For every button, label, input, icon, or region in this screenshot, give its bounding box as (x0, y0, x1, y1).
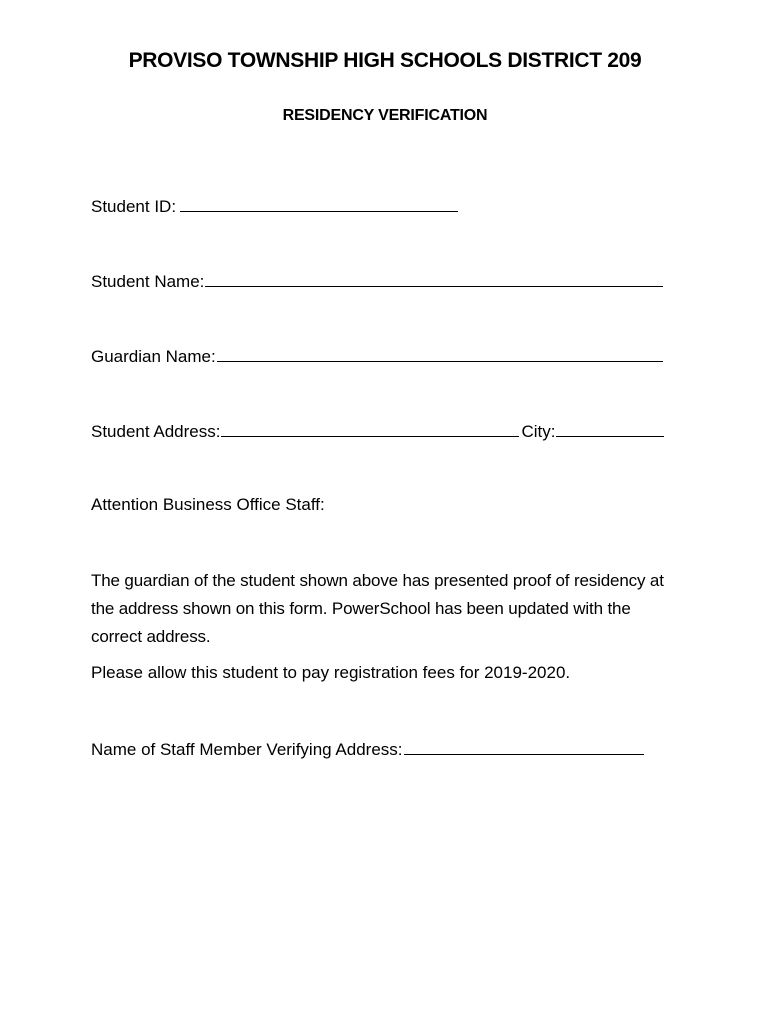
student-id-field[interactable] (180, 195, 458, 212)
guardian-name-field[interactable] (217, 345, 663, 362)
staff-verifier-label: Name of Staff Member Verifying Address: (91, 740, 403, 759)
staff-verifier-field[interactable] (404, 738, 644, 755)
attention-line: Attention Business Office Staff: (91, 495, 325, 514)
district-title: PROVISO TOWNSHIP HIGH SCHOOLS DISTRICT 209 (128, 49, 642, 72)
form-subtitle: RESIDENCY VERIFICATION (282, 107, 488, 124)
student-name-row (91, 270, 663, 292)
student-address-row (91, 420, 664, 442)
student-address-field[interactable] (221, 420, 519, 437)
guardian-name-label: Guardian Name: (91, 347, 216, 366)
guardian-name-row (91, 345, 663, 367)
student-id-row (91, 195, 458, 217)
city-field[interactable] (556, 420, 664, 437)
student-id-label: Student ID: (91, 197, 177, 216)
staff-verifier-row (91, 738, 644, 760)
student-address-label: Student Address: (91, 422, 221, 441)
student-name-field[interactable] (205, 270, 663, 287)
city-label: City: (521, 422, 556, 441)
student-name-label: Student Name: (91, 272, 205, 291)
verification-paragraph: The guardian of the student shown above has presented proof of residency at the address shown on this form. PowerSchool has been updated with the correct address. (91, 571, 664, 646)
registration-fee-note: Please allow this student to pay registration fees for 2019-2020. (91, 663, 571, 682)
